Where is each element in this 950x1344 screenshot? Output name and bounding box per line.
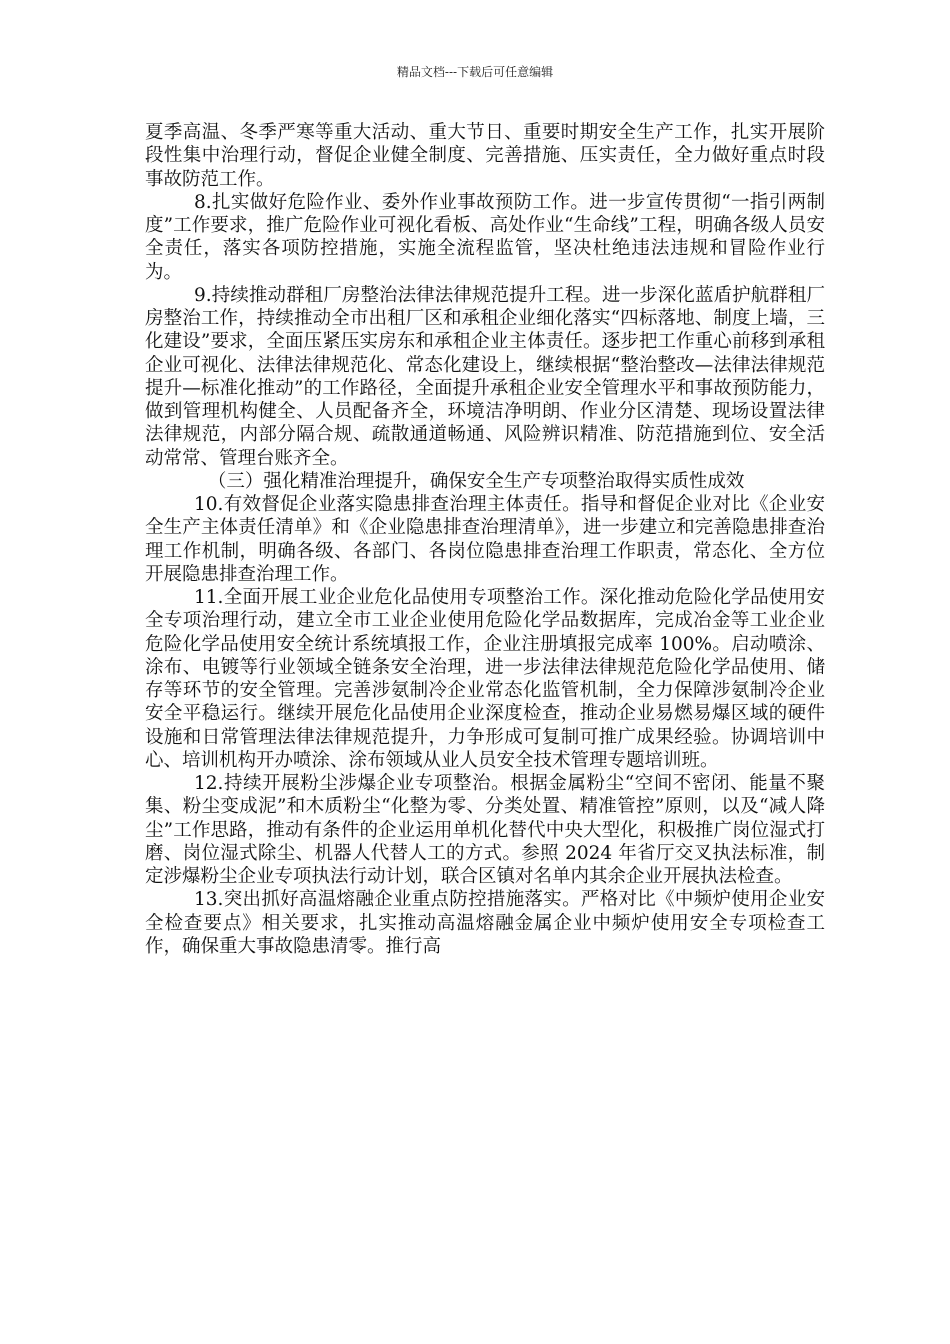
paragraph-item-10: 10.有效督促企业落实隐患排查治理主体责任。指导和督促企业对比《企业安全生产主体责任清单》和《企业隐患排查治理清单》，进一步建立和完善隐患排查治理工作机制，明确各级、各部门、各岗位隐患排查治理工作职责，常态化、全方位开展隐患排查治理工作。 xyxy=(145,494,825,585)
paragraph-item-11: 11.全面开展工业企业危化品使用专项整治工作。深化推动危险化学品使用安全专项治理行动，建立全市工业企业使用危险化学品数据库，完成冶金等工业企业危险化学品使用安全统计系统填报工作，企业注册填报完成率 100%。启动喷涂、涂布、电镀等行业领域全链条安全治理，进一步法律法律规范危险化学品使用、储存等环节的安全管理。完善涉氨制冷企业常态化监管机制，全力保障涉氨制冷企业安全平稳运行。继续开展危化品使用企业深度检查，推动企业易燃易爆区域的硬件设施和日常管理法律法律规范提升，力争形成可复制可推广成果经验。协调培训中心、培训机构开办喷涂、涂布领域从业人员安全技术管理专题培训班。 xyxy=(145,587,825,771)
section-heading-3: （三）强化精准治理提升，确保安全生产专项整治取得实质性成效 xyxy=(207,470,745,492)
page-header: 精品文档---下载后可任意编辑 xyxy=(396,65,554,79)
document-body xyxy=(145,121,825,958)
paragraph-item-8: 8.扎实做好危险作业、委外作业事故预防工作。进一步宣传贯彻“一指引两制度”工作要求，推广危险作业可视化看板、高处作业“生命线”工程，明确各级人员安全责任，落实各项防控措施，实施全流程监管，坚决杜绝违法违规和冒险作业行为。 xyxy=(145,191,825,283)
paragraph-item-13: 13.突出抓好高温熔融企业重点防控措施落实。严格对比《中频炉使用企业安全检查要点》相关要求，扎实推动高温熔融金属企业中频炉使用安全专项检查工作，确保重大事故隐患清零。推行高 xyxy=(145,889,825,957)
paragraph-continuation: 夏季高温、冬季严寒等重大活动、重大节日、重要时期安全生产工作，扎实开展阶段性集中治理行动，督促企业健全制度、完善措施、压实责任，全力做好重点时段事故防范工作。 xyxy=(145,122,825,190)
paragraph-item-12: 12.持续开展粉尘涉爆企业专项整治。根据金属粉尘“空间不密闭、能量不聚集、粉尘变成泥”和木质粉尘“化整为零、分类处置、精准管控”原则，以及“减人降尘”工作思路，推动有条件的企业运用单机化替代中央大型化，积极推广岗位湿式打磨、岗位湿式除尘、机器人代替人工的方式。参照 2024 年省厅交叉执法标准，制定涉爆粉尘企业专项执法行动计划，联合区镇对名单内其余企业开展执法检查。 xyxy=(145,773,825,887)
paragraph-item-9: 9.持续推动群租厂房整治法律法律规范提升工程。进一步深化蓝盾护航群租厂房整治工作，持续推动全市出租厂区和承租企业细化落实“四标落地、制度上墙，三化建设”要求，全面压紧压实房东和承租企业主体责任。逐步把工作重心前移到承租企业可视化、法律法律规范化、常态化建设上，继续根据“整治整改—法律法律规范提升—标准化推动”的工作路径，全面提升承租企业安全管理水平和事故预防能力，做到管理机构健全、人员配备齐全，环境洁净明朗、作业分区清楚、现场设置法律法律规范，内部分隔合规、疏散通道畅通、风险辨识精准、防范措施到位、安全活动常常、管理台账齐全。 xyxy=(145,284,825,469)
